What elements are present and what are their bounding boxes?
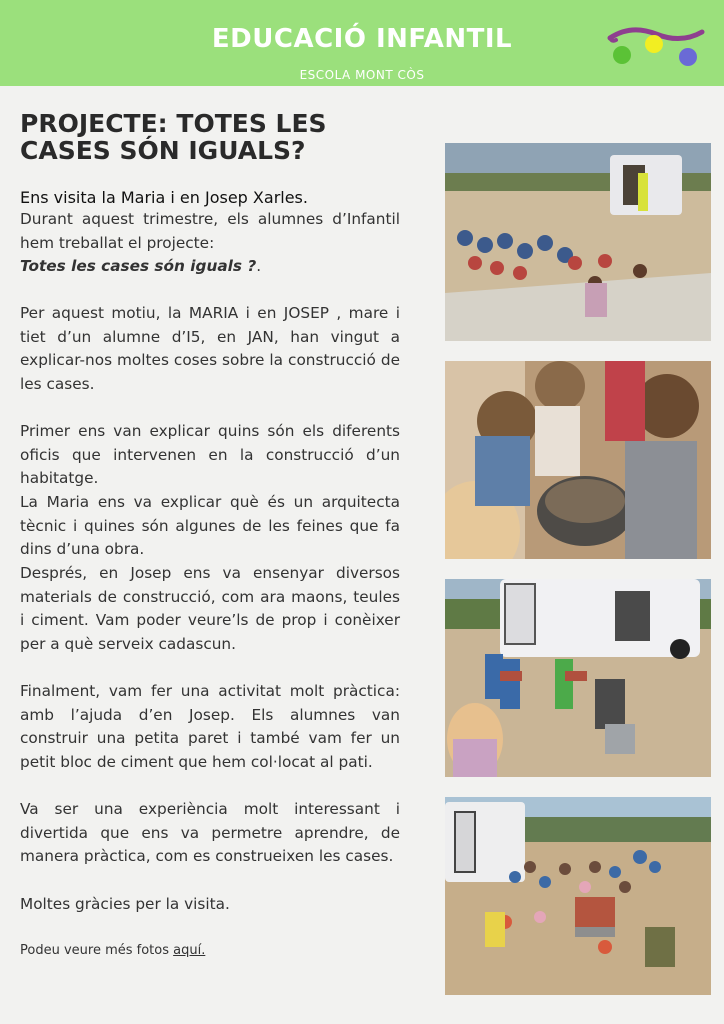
photo-carrying-bricks [445, 579, 711, 777]
paragraph-intro-text: Durant aquest trimestre, els alumnes d’Infantil hem treballat el projecte: [20, 210, 400, 252]
photo-children-sitting [445, 143, 711, 341]
more-photos-text: Podeu veure més fotos [20, 943, 174, 958]
lead-sentence: Ens visita la Maria i en Josep Xarles. [20, 188, 308, 207]
paragraph-activity: Finalment, vam fer una activitat molt pràctica: amb l’ajuda d’en Josep. Els alumnes van construir una petita paret i també vam fer un petit bloc de ciment que hem col·locat al pati. [20, 682, 400, 771]
photo-group-wall [445, 797, 711, 995]
header-title: EDUCACIÓ INFANTIL [211, 24, 513, 54]
page-title-line-1: PROJECTE: TOTES LES [20, 109, 327, 138]
project-name: Totes les cases són iguals ? [20, 257, 257, 275]
paragraph-architect: La Maria ens va explicar què és un arquitecta tècnic i quines són algunes de les feines que fa dins d’una obra. [20, 493, 400, 558]
project-name-period: . [256, 257, 262, 275]
page-title-line-2: CASES SÓN IGUALS? [20, 136, 306, 165]
paragraph-thanks: Moltes gràcies per la visita. [20, 895, 230, 913]
school-logo-icon [606, 22, 706, 70]
paragraph-trades: Primer ens van explicar quins són els diferents oficis que intervenen en la construcció d’un habitatge. [20, 422, 400, 487]
paragraph-materials: Després, en Josep ens va ensenyar diversos materials de construcció, com ara maons, teules i ciment. Vam poder veure’ls de prop i conèixer per a què serveix cadascun. [20, 564, 400, 653]
more-photos-note [20, 943, 205, 958]
paragraph-intro [20, 208, 400, 279]
header-subtitle: ESCOLA MONT CÒS [299, 68, 425, 82]
page-title [20, 110, 400, 164]
paragraph-experience: Va ser una experiència molt interessant i divertida que ens va permetre aprendre, de manera pràctica, com es construeixen les cases. [20, 800, 400, 865]
header-banner [0, 0, 724, 86]
paragraph-visitors: Per aquest motiu, la MARIA i en JOSEP , mare i tiet d’un alumne d’I5, en JAN, han vingut a explicar-nos moltes coses sobre la construcció de les cases. [20, 304, 400, 393]
more-photos-link[interactable]: aquí. [173, 943, 206, 958]
photo-mixing-cement [445, 361, 711, 559]
